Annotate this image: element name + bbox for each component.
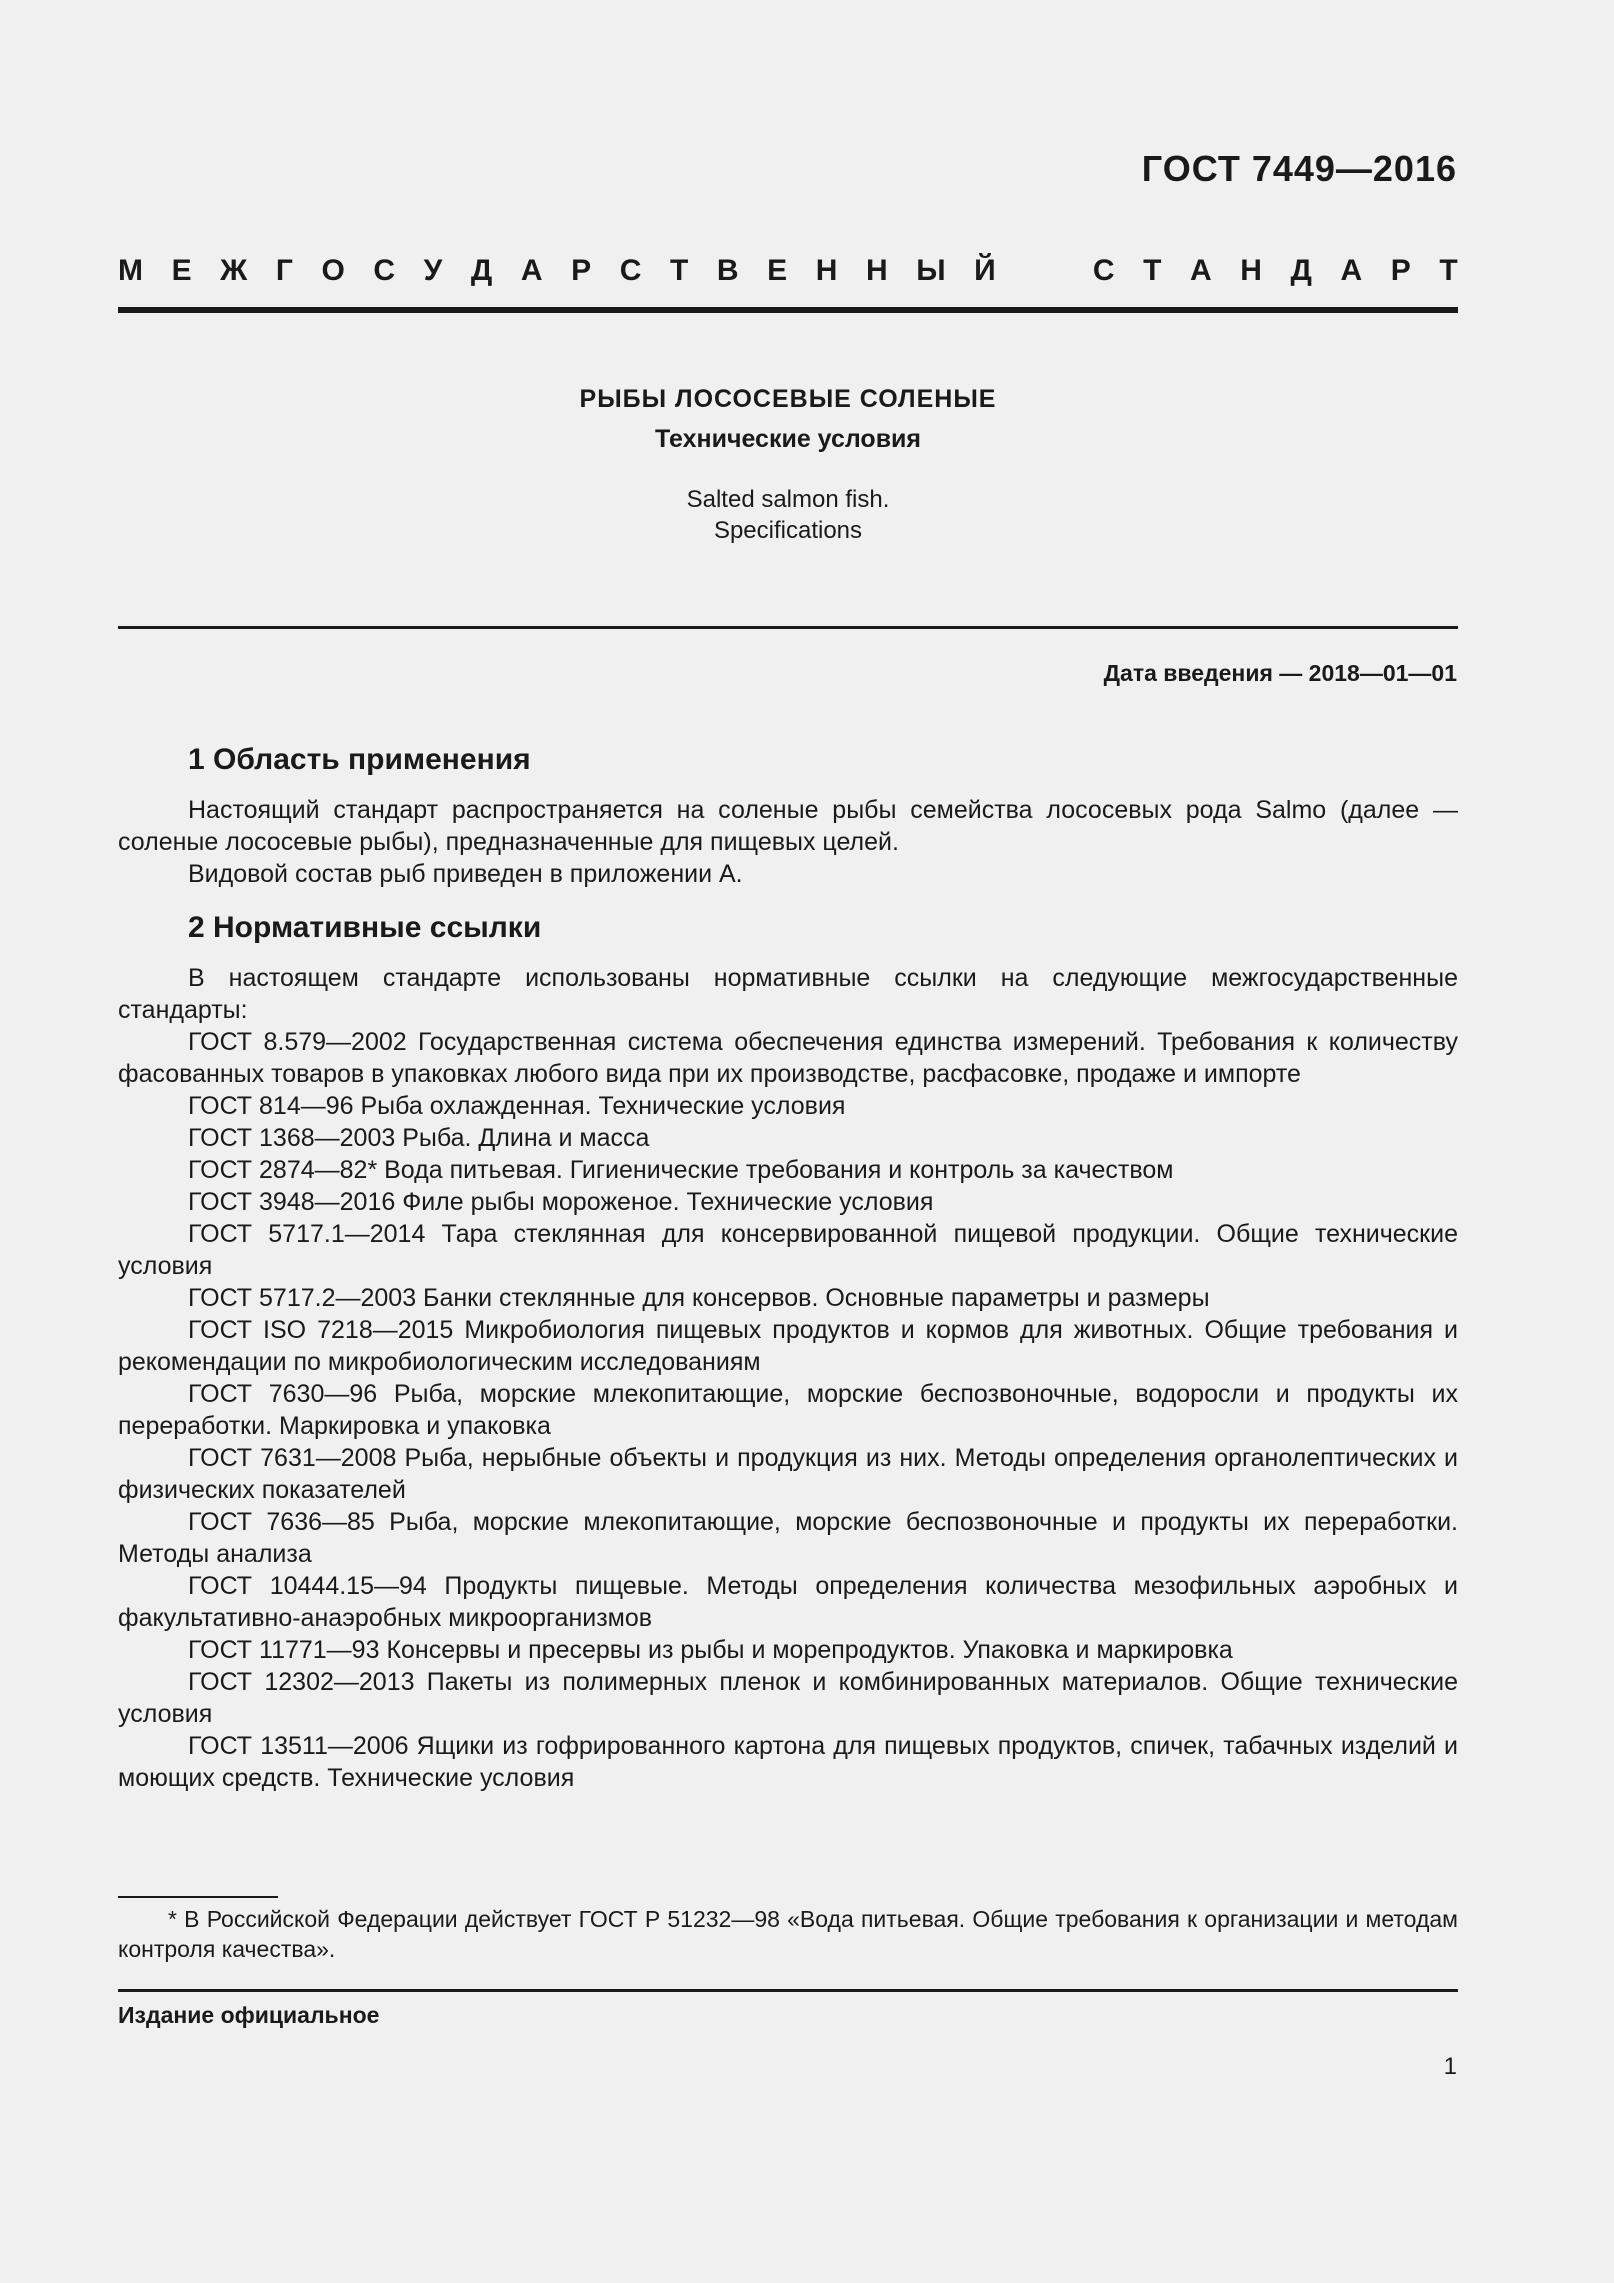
banner-letter: Ы	[916, 254, 946, 287]
banner-letter: Т	[669, 254, 689, 287]
reference-item: ГОСТ 7636—85 Рыба, морские млекопитающие, морские беспозвоночные и продукты их переработки. Методы анализа	[118, 1508, 1458, 1568]
banner-letter: С	[619, 254, 642, 287]
banner-letter: У	[423, 254, 443, 287]
interstate-standard-banner	[118, 254, 1458, 288]
reference-item: ГОСТ 7630—96 Рыба, морские млекопитающие, морские беспозвоночные, водоросли и продукты их переработки. Маркировка и упаковка	[118, 1380, 1458, 1440]
title-english-line: Specifications	[713, 517, 863, 544]
reference-item: ГОСТ 5717.2—2003 Банки стеклянные для консервов. Основные параметры и размеры	[188, 1284, 1210, 1312]
banner-letter: Н	[865, 254, 888, 287]
banner-letter: Н	[815, 254, 838, 287]
banner-letter: О	[321, 254, 345, 287]
banner-letter: Т	[1143, 254, 1162, 287]
paragraph: Настоящий стандарт распространяется на соленые рыбы семейства лососевых рода Salmo (далее — соленые лососевые рыбы), предназначенные для пищевых целей.	[118, 796, 1458, 856]
section-heading: 1 Область применения	[188, 743, 531, 776]
banner-letter: Н	[1240, 254, 1262, 287]
footnote-rule	[118, 1896, 278, 1898]
banner-letter: В	[716, 254, 739, 287]
title-block	[118, 384, 1458, 546]
banner-letter: Д	[470, 254, 493, 287]
reference-item: ГОСТ 11771—93 Консервы и пресервы из рыбы и морепродуктов. Упаковка и маркировка	[188, 1636, 1233, 1664]
title-russian: РЫБЫ ЛОСОСЕВЫЕ СОЛЕНЫЕ	[579, 385, 997, 413]
banner-letter: Е	[171, 254, 192, 287]
banner-letter: Ж	[220, 254, 248, 287]
banner-word-gap	[1024, 254, 1064, 288]
reference-item: ГОСТ 8.579—2002 Государственная система обеспечения единства измерений. Требования к количеству фасованных товаров в упаковках любого вида при их производстве, расфасовке, продаже и импорте	[118, 1028, 1458, 1088]
banner-letter: Й	[974, 254, 996, 287]
footnote: * В Российской Федерации действует ГОСТ Р 51232—98 «Вода питьевая. Общие требования к организации и методам контроля качества».	[118, 1906, 1458, 1962]
reference-item: ГОСТ 3948—2016 Филе рыбы мороженое. Технические условия	[188, 1188, 934, 1216]
introduction-date: Дата введения — 2018—01—01	[1103, 660, 1457, 686]
banner-letter: С	[1092, 254, 1115, 287]
banner-letter: Е	[767, 254, 788, 287]
title-rule	[118, 626, 1458, 629]
reference-item: ГОСТ 2874—82* Вода питьевая. Гигиенические требования и контроль за качеством	[188, 1156, 1174, 1184]
banner-letter: А	[1340, 254, 1363, 287]
section-gap	[118, 890, 1458, 908]
page-number: 1	[1443, 2053, 1457, 2080]
reference-item: ГОСТ 10444.15—94 Продукты пищевые. Методы определения количества мезофильных аэробных и факультативно-анаэробных микроорганизмов	[118, 1572, 1458, 1632]
reference-item: ГОСТ 814—96 Рыба охлажденная. Технические условия	[188, 1092, 846, 1120]
paragraph: В настоящем стандарте использованы нормативные ссылки на следующие межгосударственные стандарты:	[118, 964, 1458, 1024]
banner-letter: С	[373, 254, 396, 287]
footer-rule	[118, 1989, 1458, 1992]
banner-letter: Г	[275, 254, 293, 287]
reference-item: ГОСТ ISO 7218—2015 Микробиология пищевых продуктов и кормов для животных. Общие требования и рекомендации по микробиологическим исследованиям	[118, 1316, 1458, 1376]
banner-letter: Р	[1390, 254, 1411, 287]
title-english-line: Salted salmon fish.	[686, 486, 890, 513]
banner-letter: А	[1190, 254, 1212, 287]
banner-letter: Р	[571, 254, 592, 287]
document-body	[118, 740, 1458, 1794]
banner-letter: Д	[1290, 254, 1312, 287]
reference-item: ГОСТ 1368—2003 Рыба. Длина и масса	[188, 1124, 650, 1152]
header-rule	[118, 307, 1458, 313]
standard-designation: ГОСТ 7449—2016	[1141, 148, 1457, 189]
official-edition-label: Издание официальное	[118, 2002, 380, 2028]
section-heading: 2 Нормативные ссылки	[188, 911, 542, 944]
reference-item: ГОСТ 7631—2008 Рыба, нерыбные объекты и продукция из них. Методы определения органолептических и физических показателей	[118, 1444, 1458, 1504]
reference-item: ГОСТ 12302—2013 Пакеты из полимерных пленок и комбинированных материалов. Общие технические условия	[118, 1668, 1458, 1728]
paragraph: Видовой состав рыб приведен в приложении А.	[188, 860, 743, 888]
title-english	[118, 484, 1458, 546]
reference-item: ГОСТ 5717.1—2014 Тара стеклянная для консервированной пищевой продукции. Общие технические условия	[118, 1220, 1458, 1280]
banner-letter: А	[520, 254, 543, 287]
reference-item: ГОСТ 13511—2006 Ящики из гофрированного картона для пищевых продуктов, спичек, табачных изделий и моющих средств. Технические условия	[118, 1732, 1458, 1792]
banner-letter: Т	[1439, 254, 1458, 287]
subtitle-russian: Технические условия	[654, 425, 922, 453]
banner-letter: М	[118, 254, 143, 287]
